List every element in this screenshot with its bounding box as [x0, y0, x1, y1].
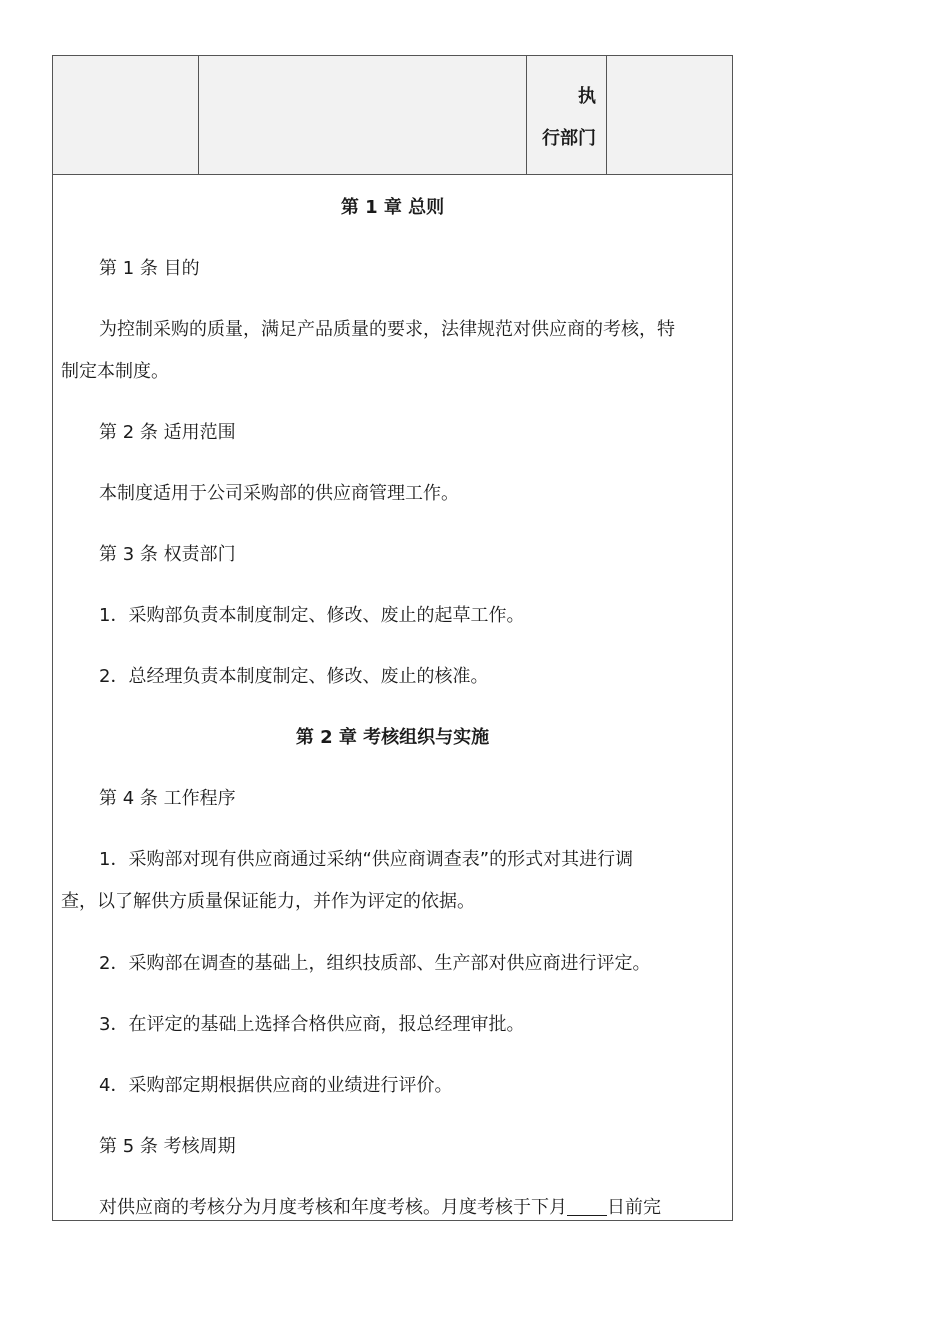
article-3-item-2: 2．总经理负责本制度制定、修改、废止的核准。	[99, 666, 489, 687]
article-3-item-1: 1．采购部负责本制度制定、修改、废止的起草工作。	[99, 605, 525, 626]
chapter-1-title: 第 1 章 总则	[340, 197, 445, 218]
article-4-item-4: 4．采购部定期根据供应商的业绩进行评价。	[99, 1075, 453, 1096]
header-cell-1	[53, 56, 199, 174]
article-2-title: 第 2 条 适用范围	[99, 422, 236, 443]
article-1-text-line1: 为控制采购的质量，满足产品质量的要求，法律规范对供应商的考核，特	[99, 319, 675, 340]
article-5-text-after: 日前完	[607, 1197, 661, 1218]
article-5-title: 第 5 条 考核周期	[99, 1136, 236, 1157]
header-cell-2	[199, 56, 527, 174]
article-4-title: 第 4 条 工作程序	[99, 788, 236, 809]
article-4-item-3: 3．在评定的基础上选择合格供应商，报总经理审批。	[99, 1014, 525, 1035]
article-1-text-line2: 制定本制度。	[61, 361, 169, 382]
article-5-text	[53, 1195, 732, 1221]
article-4-item-1-line1: 1．采购部对现有供应商通过采纳“供应商调查表”的形式对其进行调	[99, 849, 634, 870]
dept-label-line1: 执	[578, 86, 596, 107]
article-4-item-2: 2．采购部在调查的基础上，组织技质部、生产部对供应商进行评定。	[99, 953, 651, 974]
dept-label	[526, 76, 596, 160]
article-2-text: 本制度适用于公司采购部的供应商管理工作。	[99, 483, 459, 504]
article-1-title: 第 1 条 目的	[99, 258, 200, 279]
chapter-2-title: 第 2 章 考核组织与实施	[295, 727, 490, 748]
article-3-title: 第 3 条 权责部门	[99, 544, 236, 565]
article-4-item-1-line2: 查，以了解供方质量保证能力，并作为评定的依据。	[61, 891, 475, 912]
header-cell-dept	[527, 56, 607, 174]
table-header-row	[53, 56, 732, 175]
document-table	[52, 55, 733, 1221]
header-cell-4	[607, 56, 733, 174]
dept-label-line2: 行部门	[542, 128, 596, 149]
article-5-text-before: 对供应商的考核分为月度考核和年度考核。月度考核于下月	[99, 1197, 567, 1218]
fill-in-blank[interactable]	[567, 1195, 607, 1216]
